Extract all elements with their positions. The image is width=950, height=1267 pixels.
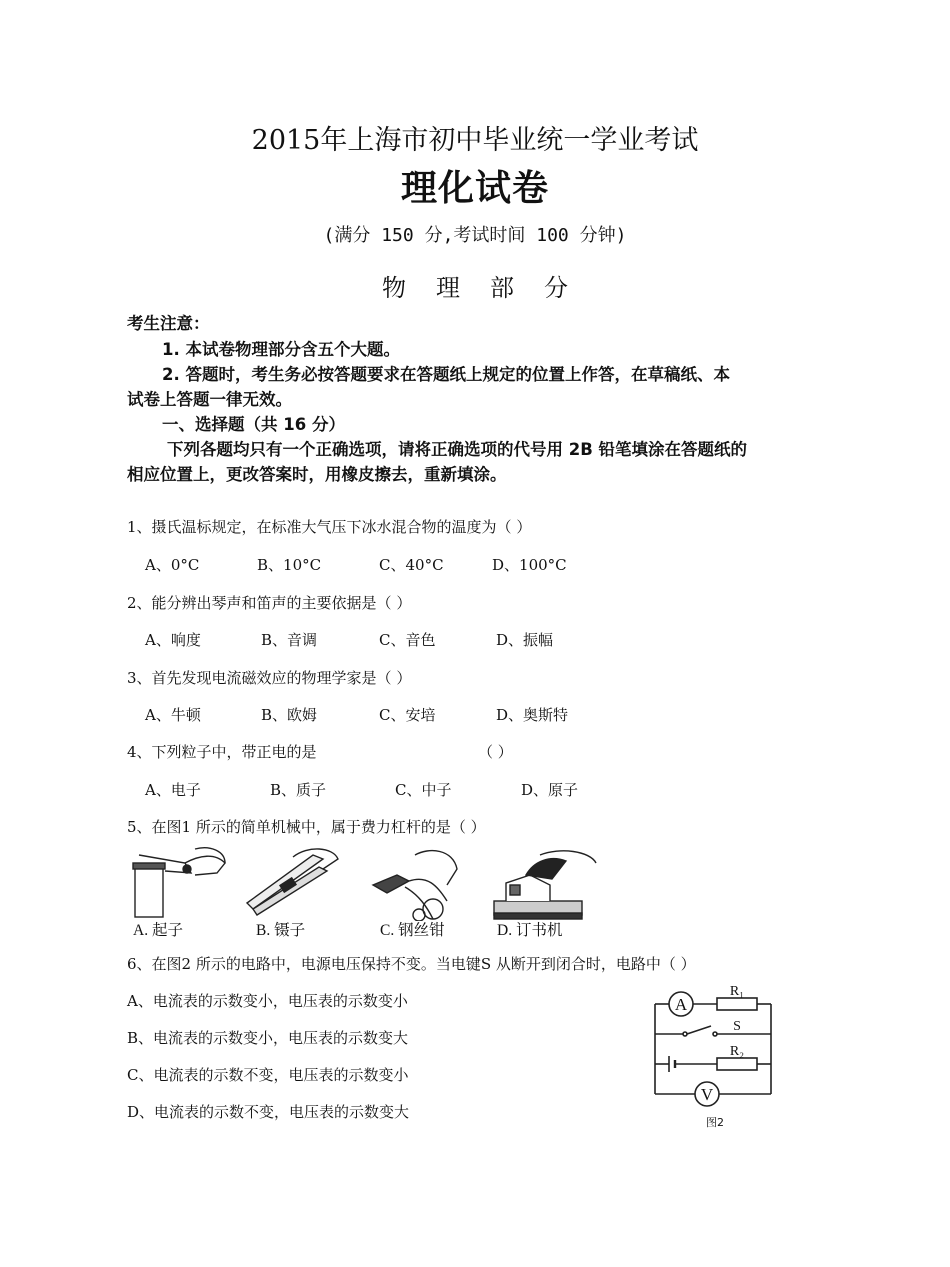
option-b: B、音调 bbox=[261, 631, 318, 649]
resistor-r1-symbol bbox=[717, 998, 757, 1010]
part-one-heading: 一、选择题（共 16 分） bbox=[162, 415, 345, 434]
notice-item-2-line-1: 2. 答题时，考生务必按答题要求在答题纸上规定的位置上作答，在草稿纸、本 bbox=[162, 365, 730, 384]
stapler-image bbox=[494, 851, 596, 919]
pliers-image bbox=[373, 851, 457, 921]
ammeter-label: A bbox=[674, 995, 688, 1014]
paper-title: 理化试卷 bbox=[400, 168, 549, 209]
question-4-stem: 4、下列粒子中，带正电的是 bbox=[127, 743, 317, 761]
question-2-options bbox=[145, 629, 553, 650]
option-b: B、质子 bbox=[270, 781, 327, 799]
question-4-answer-paren: （ ） bbox=[478, 743, 513, 761]
option-b: B、欧姆 bbox=[261, 706, 318, 724]
option-a: A、电子 bbox=[145, 781, 201, 799]
switch-label: S bbox=[733, 1019, 741, 1034]
option-d: D、原子 bbox=[521, 781, 579, 799]
bottle-opener-image bbox=[133, 848, 225, 917]
option-c: C、中子 bbox=[395, 781, 452, 799]
question-3-stem: 3、首先发现电流磁效应的物理学家是（ ） bbox=[127, 669, 412, 687]
resistor-r1-label: R₁ bbox=[729, 984, 745, 999]
option-a: A、0°C bbox=[145, 556, 200, 574]
instruction-line-2: 相应位置上，更改答案时，用橡皮擦去，重新填涂。 bbox=[127, 465, 507, 484]
option-d: D、振幅 bbox=[496, 631, 554, 649]
figure-1-caption-c: C. 钢丝钳 bbox=[380, 922, 445, 939]
figure-2-circuit bbox=[645, 984, 785, 1134]
option-d: D、100°C bbox=[492, 556, 567, 574]
voltmeter-label: V bbox=[700, 1085, 714, 1104]
notice-item-2-line-2: 试卷上答题一律无效。 bbox=[127, 390, 292, 409]
option-d: D、奥斯特 bbox=[496, 706, 569, 724]
figure-2-caption: 图2 bbox=[706, 1116, 724, 1129]
instruction-line-1: 下列各题均只有一个正确选项，请将正确选项的代号用 2B 铅笔填涂在答题纸的 bbox=[167, 440, 748, 459]
question-6-stem: 6、在图2 所示的电路中，电源电压保持不变。当电键S 从断开到闭合时，电路中（ ） bbox=[127, 955, 696, 973]
question-1-options bbox=[145, 554, 567, 575]
question-6-option-a: A、电流表的示数变小，电压表的示数变小 bbox=[127, 992, 408, 1010]
option-a: A、牛顿 bbox=[145, 706, 201, 724]
option-c: C、安培 bbox=[379, 706, 436, 724]
option-b: B、10°C bbox=[257, 556, 322, 574]
tweezers-image bbox=[247, 849, 338, 915]
notice-item-1: 1. 本试卷物理部分含五个大题。 bbox=[162, 340, 400, 359]
question-4-options bbox=[145, 779, 578, 800]
figure-1-illustrations bbox=[125, 845, 605, 921]
option-c: C、40°C bbox=[379, 556, 444, 574]
question-6-option-d: D、电流表的示数不变，电压表的示数变大 bbox=[127, 1103, 410, 1121]
figure-1-caption-b: B. 镊子 bbox=[256, 922, 306, 939]
question-6-option-c: C、电流表的示数不变，电压表的示数变小 bbox=[127, 1066, 409, 1084]
resistor-r2-symbol bbox=[717, 1058, 757, 1070]
question-3-options bbox=[145, 704, 568, 725]
question-2-stem: 2、能分辨出琴声和笛声的主要依据是（ ） bbox=[127, 594, 412, 612]
exam-title: 2015年上海市初中毕业统一学业考试 bbox=[251, 125, 699, 156]
question-5-stem: 5、在图1 所示的简单机械中，属于费力杠杆的是（ ） bbox=[127, 818, 486, 836]
option-c: C、音色 bbox=[379, 631, 436, 649]
notice-heading: 考生注意： bbox=[127, 314, 210, 333]
resistor-r2-label: R₂ bbox=[729, 1044, 745, 1059]
section-title: 物理部分 bbox=[382, 274, 598, 302]
option-a: A、响度 bbox=[145, 631, 201, 649]
figure-1-caption-a: A. 起子 bbox=[133, 922, 183, 939]
figure-1-caption-d: D. 订书机 bbox=[497, 922, 563, 939]
question-6-option-b: B、电流表的示数变小，电压表的示数变大 bbox=[127, 1029, 409, 1047]
switch-symbol bbox=[687, 1026, 711, 1034]
paper-subtitle: (满分 150 分,考试时间 100 分钟) bbox=[323, 225, 627, 246]
question-1-stem: 1、摄氏温标规定，在标准大气压下冰水混合物的温度为（ ） bbox=[127, 518, 532, 536]
